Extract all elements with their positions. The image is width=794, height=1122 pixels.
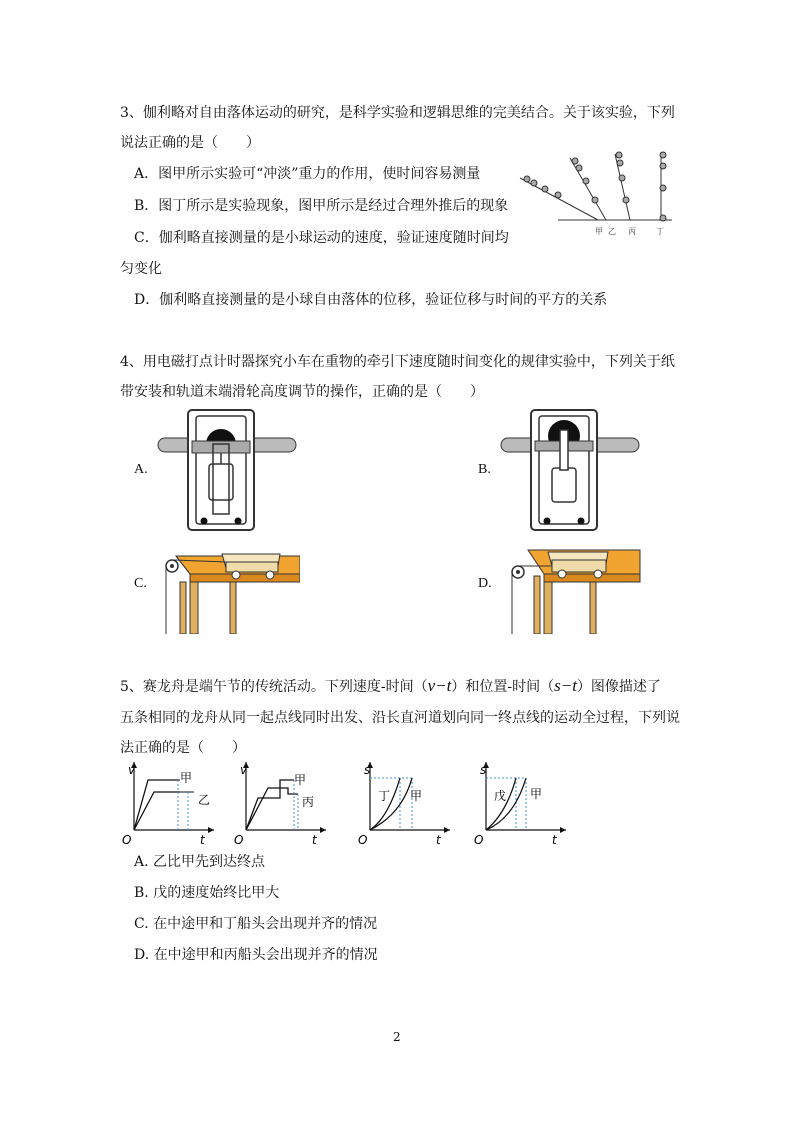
g1-axis-x: t (200, 833, 205, 846)
g4-origin: O (474, 833, 484, 846)
q3-option-c-line2: 匀变化 (120, 261, 162, 277)
g3-origin: O (358, 833, 368, 846)
q4-stem-line1: 4、用电磁打点计时器探究小车在重物的牵引下速度随时间变化的规律实验中，下列关于纸 (120, 354, 675, 370)
q4-timer-figure-a (156, 408, 298, 532)
q3-option-b: B．图丁所示是实验现象，图甲所示是经过合理外推后的现象 (134, 198, 509, 214)
g2-label-2: 丙 (302, 795, 315, 809)
q3-option-d: D．伽利略直接测量的是小球自由落体的位移，验证位移与时间的平方的关系 (134, 292, 608, 308)
q5-stem-line1 (120, 676, 661, 697)
q5-vt-symbol: v−t (427, 676, 452, 695)
q4-label-a: A. (134, 462, 148, 477)
q4-track-figure-c (160, 546, 300, 634)
g2-label-1: 甲 (294, 773, 307, 787)
g3-label-2: 甲 (410, 789, 423, 803)
g4-label-1: 戊 (494, 789, 507, 803)
q4-stem-line2: 带安装和轨道末端滑轮高度调节的操作，正确的是（ ） (120, 384, 484, 400)
g3-axis-x: t (436, 833, 441, 846)
q4-label-d: D. (478, 576, 492, 591)
q5-graph-vt-2 (230, 758, 330, 846)
q3-stem-line2: 说法正确的是（ ） (120, 135, 260, 151)
g1-origin: O (122, 833, 132, 846)
q3-stem-line1: 3、伽利略对自由落体运动的研究，是科学实验和逻辑思维的完美结合。关于该实验，下列 (120, 105, 675, 121)
q3-label-jia: 甲 (595, 227, 603, 236)
q5-st-symbol: s−t (554, 676, 577, 695)
g4-axis-y: s (480, 763, 487, 777)
q5-stem-line2: 五条相同的龙舟从同一起点线同时出发、沿长直河道划向同一终点线的运动全过程，下列说 (120, 710, 680, 726)
q5-graph-vt-1 (118, 758, 218, 846)
q4-track-figure-d (504, 546, 644, 634)
q3-label-bing: 丙 (628, 227, 636, 236)
q5-graph-st-1 (354, 758, 454, 846)
g1-label-2: 乙 (198, 793, 211, 807)
g3-axis-y: s (364, 763, 371, 777)
q5-option-c: C. 在中途甲和丁船头会出现并齐的情况 (134, 916, 378, 932)
q3-option-c-line1: C．伽利略直接测量的是小球运动的速度，验证速度随时间均 (134, 230, 509, 246)
page-number: 2 (393, 1030, 401, 1044)
q4-timer-figure-b (499, 408, 641, 532)
q4-label-b: B. (478, 462, 491, 477)
q3-option-a: A．图甲所示实验可“冲淡”重力的作用，使时间容易测量 (134, 166, 481, 182)
q5-option-a: A. 乙比甲先到达终点 (134, 854, 266, 870)
g2-axis-y: v (240, 763, 248, 777)
q5-stem-line3: 法正确的是（ ） (120, 740, 246, 756)
g1-axis-y: v (128, 763, 136, 777)
g2-axis-x: t (312, 833, 317, 846)
q5-graph-st-2 (470, 758, 570, 846)
q3-label-yi: 乙 (608, 227, 616, 236)
q5-stem-part3: ）图像描述了 (576, 679, 661, 695)
q5-stem-part1: 5、赛龙舟是端午节的传统活动。下列速度-时间（ (120, 679, 428, 695)
q5-option-b: B. 戊的速度始终比甲大 (134, 885, 280, 901)
g4-label-2: 甲 (530, 787, 543, 801)
g2-origin: O (234, 833, 244, 846)
g1-label-1: 甲 (180, 771, 193, 785)
q3-label-ding: 丁 (656, 227, 664, 236)
g4-axis-x: t (552, 833, 557, 846)
g3-label-1: 丁 (378, 789, 391, 803)
q3-incline-figure (518, 150, 678, 240)
q4-label-c: C. (134, 576, 147, 591)
q5-stem-part2: ）和位置-时间（ (451, 679, 555, 695)
q5-option-d: D. 在中途甲和丙船头会出现并齐的情况 (134, 947, 378, 963)
